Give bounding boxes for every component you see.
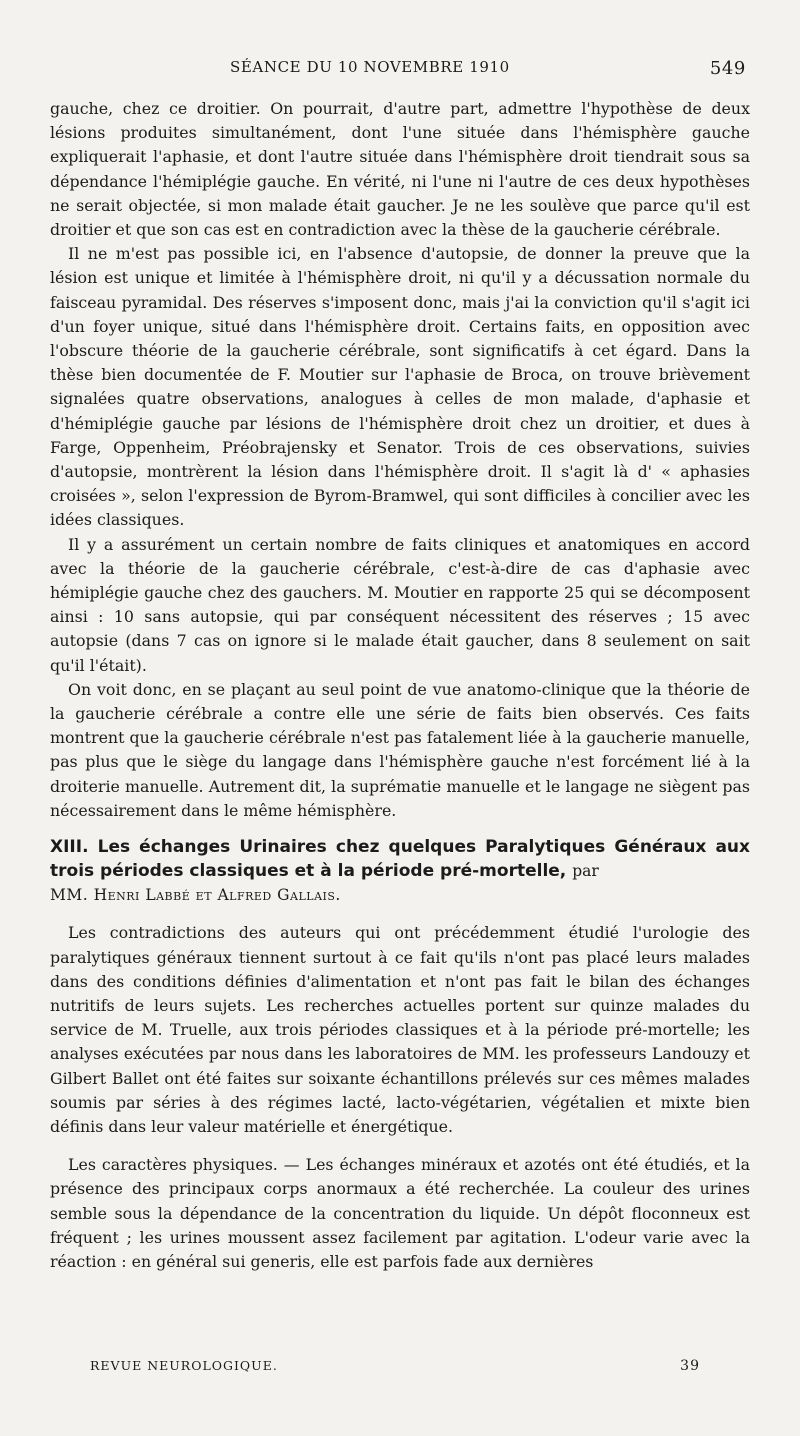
section-number: XIII. [50, 837, 89, 858]
paragraph: Il ne m'est pas possible ici, en l'absence d'autopsie, de donner la preuve que la lésion est unique et limitée à l'hémisphère droit, ni qu'il y a décussation normale du faisceau pyramidal. Des réserves s'imposent donc, mais j'ai la conviction qu'il s'agit ici d'un foyer unique, situé dans l'hémisphère droit. Certains faits, en opposition avec l'obscure théorie de la gaucherie cérébrale, sont significatifs à cet égard. Dans la thèse bien documentée de F. Moutier sur l'aphasie de Broca, on trouve brièvement signalées quatre observations, analogues à celles de mon malade, d'aphasie et d'hémiplégie gauche par lésions de l'hémisphère droit chez un droitier, et dues à Farge, Oppenheim, Préobrajensky et Senator. Trois de ces observations, suivies d'autopsie, montrèrent la lésion dans l'hémisphère droit. Il s'agit là d' « aphasies croisées », selon l'expression de Byrom-Bramwel, qui sont difficiles à concilier avec les idées classiques. [50, 244, 750, 530]
section-authors: MM. Henri Labbé et Alfred Gallais. [50, 886, 341, 905]
page-footer [90, 1358, 700, 1378]
paragraph: Les caractères physiques. — Les échanges minéraux et azotés ont été étudiés, et la présence des principaux corps anormaux a été recherchée. La couleur des urines semble sous la dépendance de la concentration du liquide. Un dépôt floconneux est fréquent ; les urines moussent assez facilement par agitation. L'odeur varie avec la réaction : en général sui generis, elle est parfois fade aux dernières [50, 1155, 750, 1271]
sheet-number: 39 [680, 1358, 700, 1374]
running-title: SÉANCE DU 10 NOVEMBRE 1910 [230, 58, 510, 76]
page-number: 549 [709, 58, 746, 79]
journal-name: REVUE NEUROLOGIQUE. [90, 1358, 278, 1373]
paragraph: On voit donc, en se plaçant au seul point de vue anatomo-clinique que la théorie de la gaucherie cérébrale a contre elle une série de faits bien observés. Ces faits montrent que la gaucherie cérébrale n'est pas fatalement liée à la gaucherie manuelle, pas plus que le siège du langage dans l'hémisphère gauche n'est forcément lié à la droiterie manuelle. Autrement dit, la suprématie manuelle et le langage ne siègent pas nécessairement dans le même hémisphère. [50, 679, 750, 820]
paragraph: gauche, chez ce droitier. On pourrait, d'autre part, admettre l'hypothèse de deux lésions produites simultanément, dont l'une située dans l'hémisphère gauche expliquerait l'aphasie, et dont l'autre située dans l'hémisphère droit tiendrait sous sa dépendance l'hémiplégie gauche. En vérité, ni l'une ni l'autre de ces deux hypothèses ne serait objectée, si mon malade était gaucher. Je ne les soulève que parce qu'il est droitier et que son cas est en contradiction avec la thèse de la gaucherie cérébrale. [50, 99, 750, 240]
section-title: Les échanges Urinaires chez quelques Paralytiques Généraux aux trois périodes classiques et à la période pré-mortelle, [50, 837, 750, 882]
paragraph: Il y a assurément un certain nombre de faits cliniques et anatomiques en accord avec la théorie de la gaucherie cérébrale, c'est-à-dire de cas d'aphasie avec hémiplégie gauche chez des gauchers. M. Moutier en rapporte 25 qui se décomposent ainsi : 10 sans autopsie, qui par conséquent nécessitent des réserves ; 15 avec autopsie (dans 7 cas on ignore si le malade était gaucher, dans 8 seulement on sait qu'il l'était). [50, 534, 750, 675]
running-header [230, 58, 746, 82]
section-heading [50, 835, 750, 883]
section-by: par [572, 862, 599, 881]
page-body [50, 97, 750, 1274]
communication-section [50, 835, 750, 1274]
paragraph: Les contradictions des auteurs qui ont précédemment étudié l'urologie des paralytiques généraux tiennent surtout à ce fait qu'ils n'ont pas placé leurs malades dans des conditions définies d'alimentation et n'ont pas fait le bilan des échanges nutritifs de leurs sujets. Les recherches actuelles portent sur quinze malades du service de M. Truelle, aux trois périodes classiques et à la période pré-mortelle; les analyses exécutées par nous dans les laboratoires de MM. les professeurs Landouzy et Gilbert Ballet ont été faites sur soixante échantillons prélevés sur ces mêmes malades soumis par séries à des régimes lacté, lacto-végétarien, végétalien et mixte bien définis dans leur valeur matérielle et énergétique. [50, 923, 750, 1136]
